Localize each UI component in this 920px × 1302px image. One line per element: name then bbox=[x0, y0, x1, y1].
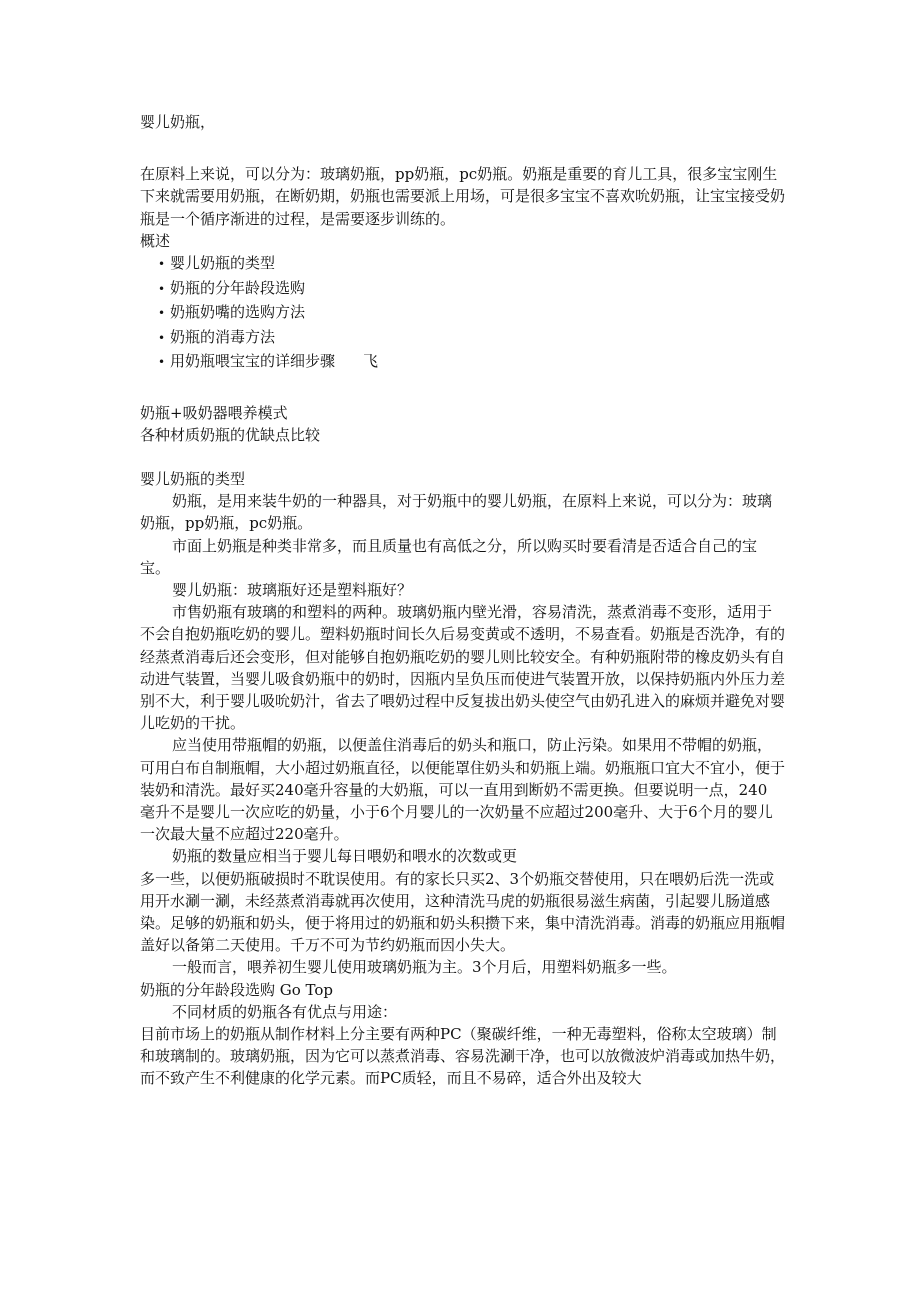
paragraph: 目前市场上的奶瓶从制作材料上分主要有两种PC（聚碳纤维，一种无毒塑料，俗称太空玻璃）制和玻璃制的。玻璃奶瓶，因为它可以蒸煮消毒、容易洗涮干净，也可以放微波炉消毒或加热牛奶，而不致产生不利健康的化学元素。而PC质轻，而且不易碎，适合外出及较大 bbox=[140, 1025, 786, 1088]
toc-item-label: 奶瓶的消毒方法 bbox=[170, 327, 276, 346]
section-heading-types: 婴儿奶瓶的类型 bbox=[140, 469, 246, 488]
toc-item-label: 奶瓶奶嘴的选购方法 bbox=[170, 303, 306, 322]
link-material-comparison[interactable]: 各种材质奶瓶的优缺点比较 bbox=[140, 425, 321, 444]
paragraph: 一般而言，喂养初生婴儿使用玻璃奶瓶为主。3个月后，用塑料奶瓶多一些。 bbox=[172, 958, 677, 977]
bullet-icon: • bbox=[158, 306, 166, 321]
toc-item[interactable] bbox=[158, 252, 785, 277]
paragraph: 多一些，以便奶瓶破损时不耽误使用。有的家长只买2、3个奶瓶交替使用，只在喂奶后洗一洗或用开水涮一涮，未经蒸煮消毒就再次使用，这种清洗马虎的奶瓶很易滋生病菌，引起婴儿肠道感染。足够的奶瓶和奶头，便于将用过的奶瓶和奶头积攒下来，集中清洗消毒。消毒的奶瓶应用瓶帽盖好以备第二天使用。千万不可为节约奶瓶而因小失大。 bbox=[140, 869, 786, 955]
bullet-icon: • bbox=[158, 355, 166, 370]
toc-item[interactable] bbox=[158, 301, 785, 326]
paragraph: 市面上奶瓶是种类非常多，而且质量也有高低之分，所以购买时要看清是否适合自己的宝宝。 bbox=[140, 536, 758, 577]
toc-item-label: 用奶瓶喂宝宝的详细步骤 bbox=[170, 352, 336, 371]
section-heading-age-selection: 奶瓶的分年龄段选购 Go Top bbox=[140, 980, 334, 999]
overview-heading: 概述 bbox=[140, 231, 171, 250]
table-of-contents bbox=[140, 252, 785, 375]
bullet-icon: • bbox=[158, 257, 166, 272]
spacer bbox=[140, 155, 785, 163]
paragraph: 市售奶瓶有玻璃的和塑料的两种。玻璃奶瓶内壁光滑，容易清洗，蒸煮消毒不变形，适用于不会自抱奶瓶吃奶的婴儿。塑料奶瓶时间长久后易变黄或不透明，不易查看。奶瓶是否洗净，有的经蒸煮消毒后还会变形，但对能够自抱奶瓶吃奶的婴儿则比较安全。有种奶瓶附带的橡皮奶头有自动进气装置，当婴儿吸食奶瓶中的奶时，因瓶内呈负压而使进气装置开放，以保持奶瓶内外压力差别不大，利于婴儿吸吮奶汁，省去了喂奶过程中反复拔出奶头使空气由奶孔进入的麻烦并避免对婴儿吃奶的干扰。 bbox=[140, 603, 786, 733]
toc-item-label: 婴儿奶瓶的类型 bbox=[170, 254, 276, 273]
paragraph: 奶瓶，是用来装牛奶的一种器具，对于奶瓶中的婴儿奶瓶，在原料上来说，可以分为：玻璃奶瓶，pp奶瓶，pc奶瓶。 bbox=[140, 492, 773, 533]
bullet-icon: • bbox=[158, 281, 166, 296]
intro-paragraph: 在原料上来说，可以分为：玻璃奶瓶，pp奶瓶，pc奶瓶。奶瓶是重要的育儿工具，很多宝宝刚生下来就需要用奶瓶，在断奶期，奶瓶也需要派上用场，可是很多宝宝不喜欢吮奶瓶，让宝宝接受奶瓶是一个循序渐进的过程，是需要逐步训练的。 bbox=[140, 165, 786, 228]
toc-extra-char: 飞 bbox=[363, 352, 379, 371]
spacer bbox=[140, 133, 785, 155]
link-feeding-mode[interactable]: 奶瓶+吸奶器喂养模式 bbox=[140, 403, 288, 422]
document-body bbox=[140, 111, 785, 1090]
paragraph: 不同材质的奶瓶各有优点与用途： bbox=[172, 1002, 398, 1021]
toc-item[interactable] bbox=[158, 350, 785, 375]
toc-item-label: 奶瓶的分年龄段选购 bbox=[170, 278, 306, 297]
paragraph: 应当使用带瓶帽的奶瓶，以便盖住消毒后的奶头和瓶口，防止污染。如果用不带帽的奶瓶，可用白布自制瓶帽，大小超过奶瓶直径，以便能罩住奶头和奶瓶上端。奶瓶瓶口宜大不宜小，便于装奶和清洗。最好买240毫升容量的大奶瓶，可以一直用到断奶不需更换。但要说明一点，240 bbox=[140, 736, 786, 799]
paragraph: 奶瓶的数量应相当于婴儿每日喂奶和喂水的次数或更 bbox=[172, 847, 518, 866]
paragraph: 婴儿奶瓶：玻璃瓶好还是塑料瓶好？ bbox=[172, 580, 413, 599]
doc-title: 婴儿奶瓶， bbox=[140, 113, 216, 131]
toc-item[interactable] bbox=[158, 326, 785, 351]
bullet-icon: • bbox=[158, 330, 166, 345]
paragraph: 毫升不是婴儿一次应吃的奶量，小于6个月婴儿的一次奶量不应超过200毫升、大于6个月的婴儿一次最大量不应超过220毫升。 bbox=[140, 802, 773, 844]
toc-item[interactable] bbox=[158, 277, 785, 302]
spacer bbox=[140, 446, 785, 468]
spacer bbox=[140, 375, 785, 402]
